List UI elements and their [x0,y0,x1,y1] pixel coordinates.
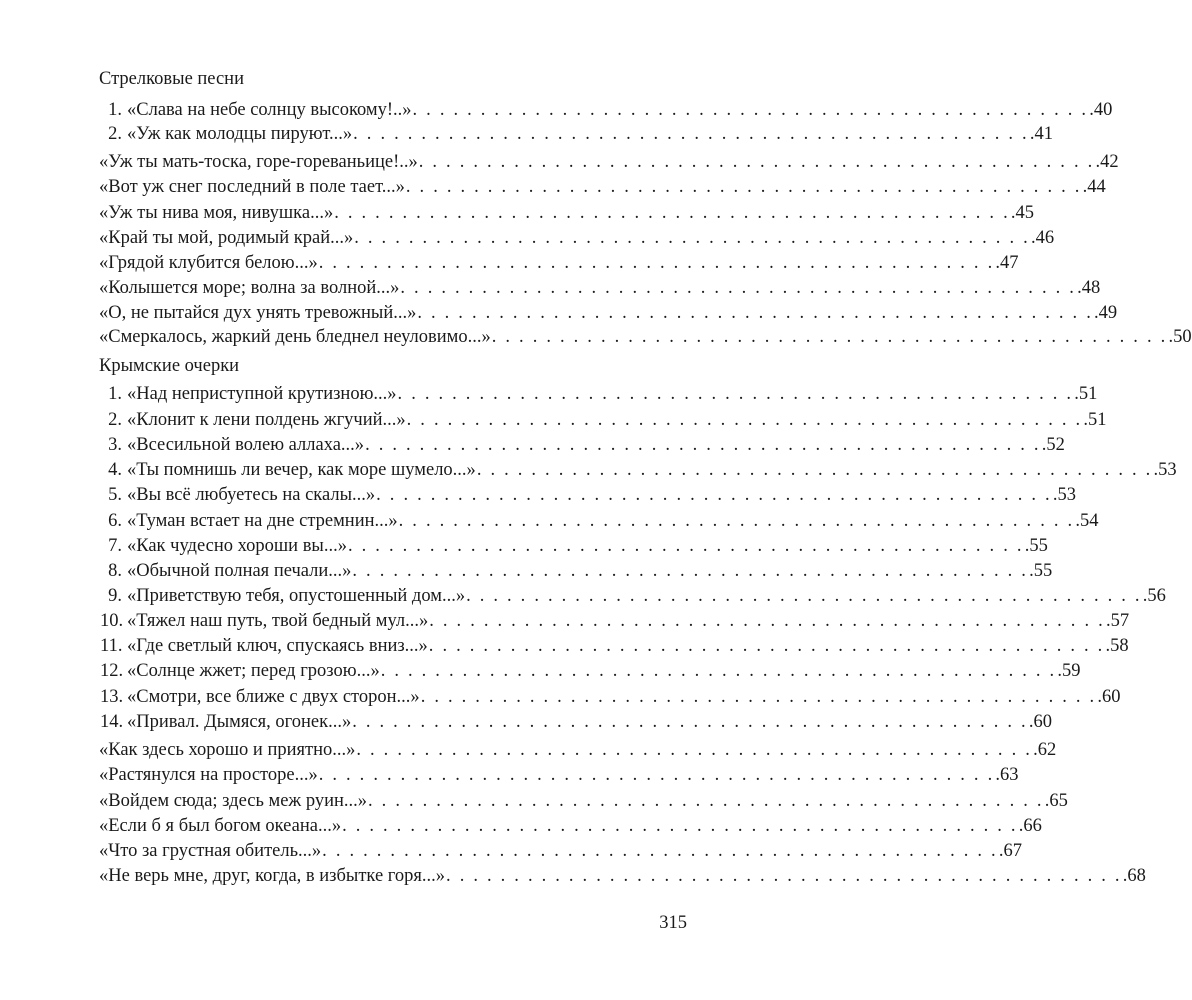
entry-page: .44 [1082,177,1106,197]
toc-entry [100,608,1130,634]
entry-title: «Слава на небе солнцу высокому!..» [127,100,412,120]
entry-number: 12. [100,661,124,681]
entry-page: .63 [995,765,1019,785]
entry-title: «Приветствую тебя, опустошенный дом...» [127,586,466,606]
entry-title: «Уж ты нива моя, нивушка...» [99,203,334,223]
entry-title: «Всесильной волею аллаха...» [127,435,365,455]
toc-entry [100,97,1113,123]
entry-title: «О, не пытайся дух унять тревожный...» [99,303,417,323]
entry-title: «Смеркалось, жаркий день бледнел неуловимо...» [99,327,491,347]
dot-leader: . . . . . . . . . . . . . . . . . . . . . . . . . . . . . . . . . . . . . . . . . . . . . . . . . . [406,410,1083,430]
entry-page: .45 [1010,203,1035,223]
dot-leader: . . . . . . . . . . . . . . . . . . . . . . . . . . . . . . . . . . . . . . . . . . . . . . . . . . [342,816,1018,836]
dot-leader: . . . . . . . . . . . . . . . . . . . . . . . . . . . . . . . . . . . . . . . . . . . . . . . . . . [318,253,995,273]
dot-leader: . . . . . . . . . . . . . . . . . . . . . . . . . . . . . . . . . . . . . . . . . . . . . . . . . . [476,460,1153,480]
entry-title: «Над неприступной крутизною...» [127,384,397,404]
dot-leader: . . . . . . . . . . . . . . . . . . . . . . . . . . . . . . . . . . . . . . . . . . . . . . . . . . [376,485,1052,505]
entry-page: .57 [1105,611,1130,631]
toc-entry [99,737,1057,763]
entry-title: «Грядой клубится белою...» [99,253,318,273]
toc-entry [100,121,1053,147]
entry-page: .60 [1097,687,1121,707]
entry-title: «Ты помнишь ли вечер, как море шумело...» [127,460,476,480]
entry-title: «Войдем сюда; здесь меж руин...» [99,791,368,811]
entry-title: «Обычной полная печали...» [127,561,352,581]
entry-number: 1. [108,384,122,404]
entry-number: 8. [108,561,122,581]
toc-entry [100,432,1065,458]
entry-page: .58 [1105,636,1129,656]
toc-entry [99,200,1035,226]
toc-entry [100,407,1107,433]
entry-number: 2. [108,124,122,144]
entry-title: «Тяжел наш путь, твой бедный мул...» [127,611,429,631]
toc-entry [99,788,1068,814]
toc-entry [100,533,1048,559]
entry-page: .41 [1029,124,1053,144]
entry-page: .68 [1122,866,1146,886]
dot-leader: . . . . . . . . . . . . . . . . . . . . . . . . . . . . . . . . . . . . . . . . . . . . . . . . . . [429,611,1105,631]
toc-entry [99,324,1192,350]
toc-entry [100,709,1053,735]
toc-entry [99,250,1019,276]
dot-leader: . . . . . . . . . . . . . . . . . . . . . . . . . . . . . . . . . . . . . . . . . . . . . . . . . . [418,152,1095,172]
dot-leader: . . . . . . . . . . . . . . . . . . . . . . . . . . . . . . . . . . . . . . . . . . . . . . . . . . [420,687,1097,707]
entry-title: «Туман встает на дне стремнин...» [127,511,398,531]
entry-title: «Если б я был богом океана...» [99,816,342,836]
toc-entry [100,658,1081,684]
entry-number: 11. [100,636,123,656]
page-number: 315 [659,913,687,933]
dot-leader: . . . . . . . . . . . . . . . . . . . . . . . . . . . . . . . . . . . . . . . . . . . . . . . . . . [352,712,1028,732]
dot-leader: . . . . . . . . . . . . . . . . . . . . . . . . . . . . . . . . . . . . . . . . . . . . . . . . . . [356,740,1033,760]
toc-entry [100,684,1121,710]
entry-title: «Что за грустная обитель...» [99,841,322,861]
entry-title: «Уж как молодцы пируют...» [127,124,353,144]
toc-entry [99,225,1055,251]
entry-title: «Колышется море; волна за волной...» [99,278,400,298]
entry-title: «Вот уж снег последний в поле тает...» [99,177,405,197]
entry-title: «Смотри, все ближе с двух сторон...» [127,687,420,707]
entry-number: 1. [108,100,122,120]
entry-page: .53 [1052,485,1076,505]
entry-title: «Как чудесно хороши вы...» [127,536,347,556]
dot-leader: . . . . . . . . . . . . . . . . . . . . . . . . . . . . . . . . . . . . . . . . . . . . . . . . . . [412,100,1089,120]
toc-entry [99,863,1146,889]
dot-leader: . . . . . . . . . . . . . . . . . . . . . . . . . . . . . . . . . . . . . . . . . . . . . . . . . . [348,536,1024,556]
entry-page: .66 [1018,816,1042,836]
dot-leader: . . . . . . . . . . . . . . . . . . . . . . . . . . . . . . . . . . . . . . . . . . . . . . . . . . [400,278,1077,298]
dot-leader: . . . . . . . . . . . . . . . . . . . . . . . . . . . . . . . . . . . . . . . . . . . . . . . . . . [417,303,1094,323]
dot-leader: . . . . . . . . . . . . . . . . . . . . . . . . . . . . . . . . . . . . . . . . . . . . . . . . . . [405,177,1082,197]
dot-leader: . . . . . . . . . . . . . . . . . . . . . . . . . . . . . . . . . . . . . . . . . . . . . . . . . . [322,841,998,861]
dot-leader: . . . . . . . . . . . . . . . . . . . . . . . . . . . . . . . . . . . . . . . . . . . . . . . . . . [466,586,1142,606]
entry-number: 3. [108,435,122,455]
entry-page: .47 [995,253,1019,273]
entry-page: .54 [1075,511,1099,531]
toc-entry [100,508,1099,534]
entry-title: «Уж ты мать-тоска, горе-гореваньице!..» [99,152,418,172]
dot-leader: . . . . . . . . . . . . . . . . . . . . . . . . . . . . . . . . . . . . . . . . . . . . . . . . . . [334,203,1010,223]
toc-entry [99,149,1119,175]
dot-leader: . . . . . . . . . . . . . . . . . . . . . . . . . . . . . . . . . . . . . . . . . . . . . . . . . . [352,561,1029,581]
dot-leader: . . . . . . . . . . . . . . . . . . . . . . . . . . . . . . . . . . . . . . . . . . . . . . . . . . [428,636,1105,656]
entry-number: 6. [108,511,122,531]
entry-page: .53 [1153,460,1177,480]
entry-title: «Растянулся на просторе...» [99,765,318,785]
entry-title: «Как здесь хорошо и приятно...» [99,740,356,760]
entry-page: .50 [1168,327,1192,347]
entry-title: «Солнце жжет; перед грозою...» [127,661,380,681]
entry-title: «Не верь мне, друг, когда, в избытке горя...» [99,866,446,886]
entry-page: .65 [1044,791,1068,811]
toc-entry [99,838,1022,864]
dot-leader: . . . . . . . . . . . . . . . . . . . . . . . . . . . . . . . . . . . . . . . . . . . . . . . . . . [446,866,1122,886]
entry-page: .67 [998,841,1022,861]
entry-title: «Вы всё любуетесь на скалы...» [127,485,376,505]
dot-leader: . . . . . . . . . . . . . . . . . . . . . . . . . . . . . . . . . . . . . . . . . . . . . . . . . . [397,384,1074,404]
entry-page: .51 [1083,410,1107,430]
dot-leader: . . . . . . . . . . . . . . . . . . . . . . . . . . . . . . . . . . . . . . . . . . . . . . . . . . [365,435,1041,455]
entry-page: .49 [1094,303,1118,323]
toc-entry [99,300,1118,326]
entry-number: 14. [100,712,124,732]
toc-entry [100,482,1076,508]
toc-entry [100,381,1098,407]
dot-leader: . . . . . . . . . . . . . . . . . . . . . . . . . . . . . . . . . . . . . . . . . . . . . . . . . . [318,765,995,785]
entry-page: .55 [1024,536,1048,556]
toc-entry [99,174,1106,200]
entry-number: 7. [108,536,122,556]
toc-entry [100,457,1177,483]
entry-page: .40 [1089,100,1113,120]
dot-leader: . . . . . . . . . . . . . . . . . . . . . . . . . . . . . . . . . . . . . . . . . . . . . . . . . . [491,327,1168,347]
entry-title: «Клонит к лени полдень жгучий...» [127,410,406,430]
toc-entry [100,558,1053,584]
entry-title: «Где светлый ключ, спускаясь вниз...» [127,636,428,656]
entry-page: .46 [1030,228,1055,248]
dot-leader: . . . . . . . . . . . . . . . . . . . . . . . . . . . . . . . . . . . . . . . . . . . . . . . . . . [353,124,1029,144]
entry-page: .62 [1033,740,1057,760]
toc-entry [99,813,1042,839]
entry-page: .55 [1029,561,1053,581]
entry-page: .52 [1041,435,1065,455]
dot-leader: . . . . . . . . . . . . . . . . . . . . . . . . . . . . . . . . . . . . . . . . . . . . . . . . . . [380,661,1057,681]
entry-number: 10. [100,611,124,631]
entry-page: .42 [1095,152,1119,172]
entry-number: 2. [108,410,122,430]
entry-number: 4. [108,460,122,480]
entry-page: .51 [1074,384,1098,404]
section-heading: Стрелковые песни [99,69,244,89]
toc-entry [99,275,1101,301]
entry-page: .60 [1028,712,1053,732]
entry-number: 9. [108,586,122,606]
entry-page: .48 [1077,278,1101,298]
entry-title: «Край ты мой, родимый край...» [99,228,354,248]
toc-entry [100,583,1166,609]
dot-leader: . . . . . . . . . . . . . . . . . . . . . . . . . . . . . . . . . . . . . . . . . . . . . . . . . . [354,228,1030,248]
entry-number: 5. [108,485,122,505]
entry-page: .56 [1142,586,1166,606]
toc-entry [100,633,1129,659]
entry-number: 13. [100,687,124,707]
dot-leader: . . . . . . . . . . . . . . . . . . . . . . . . . . . . . . . . . . . . . . . . . . . . . . . . . . [368,791,1044,811]
toc-entry [99,762,1019,788]
entry-page: .59 [1057,661,1081,681]
entry-title: «Привал. Дымяся, огонек...» [127,712,352,732]
dot-leader: . . . . . . . . . . . . . . . . . . . . . . . . . . . . . . . . . . . . . . . . . . . . . . . . . . [398,511,1075,531]
section-heading: Крымские очерки [99,356,240,376]
